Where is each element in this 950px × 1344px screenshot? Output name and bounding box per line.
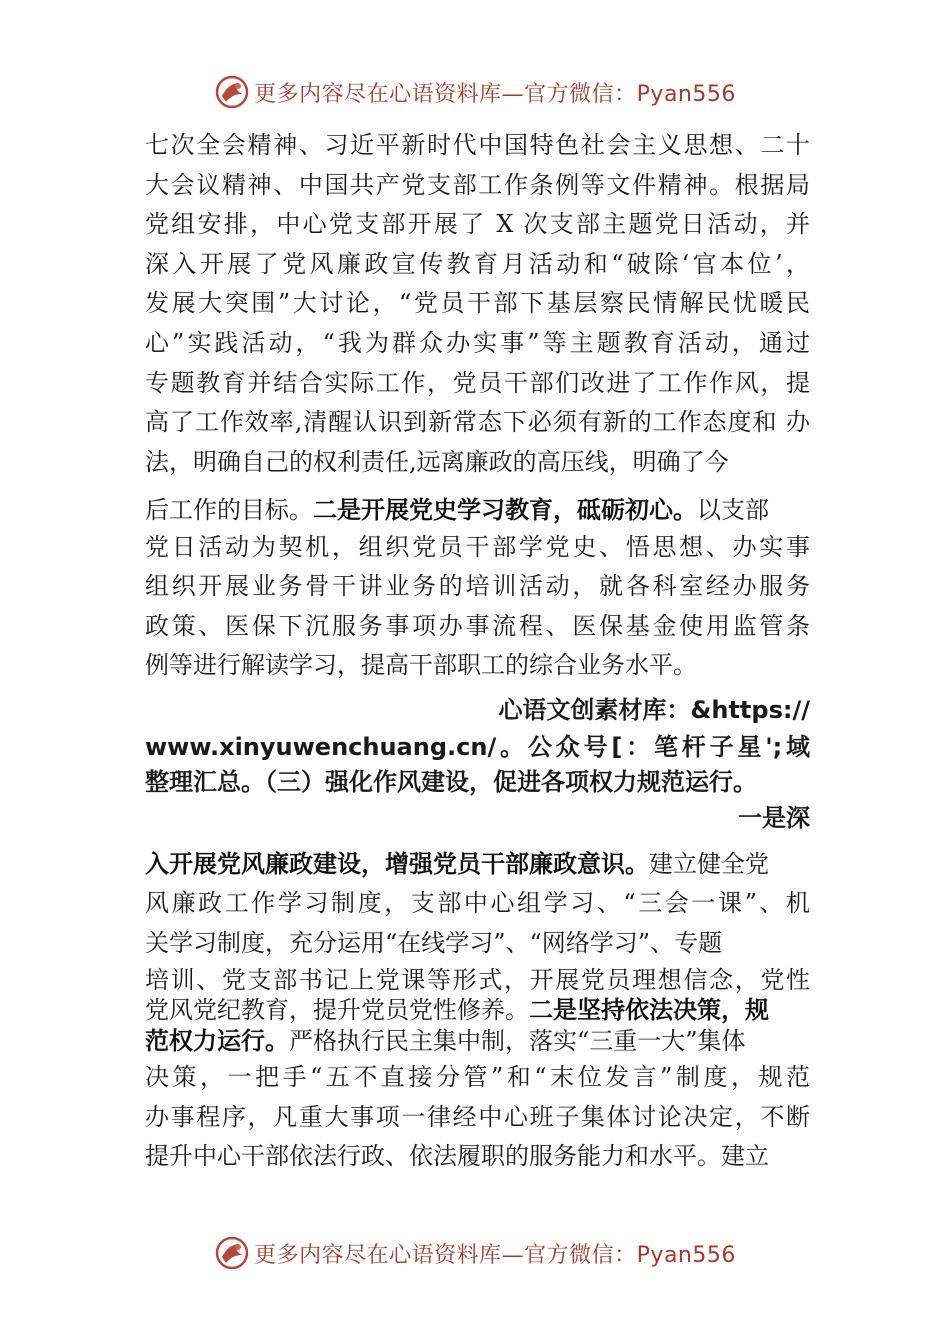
footer-watermark-text: 更多内容尽在心语资料库—官方微信：Pyan556 [254,1242,736,1268]
text-line-7: 专题教育并结合实际工作，党员干部们改进了工作作风，提 [145,369,810,397]
text-segment: 党风党纪教育，提升党员党性修养。 [145,996,529,1024]
text-line-12: 组织开展业务骨干讲业务的培训活动，就各科室经办服务 [145,572,810,600]
text-line-20: 风廉政工作学习制度，支部中心组学习、“三会一课”、机 [145,889,810,917]
text-line-27: 提升中心干部依法行政、依法履职的服务能力和水平。建立 [145,1142,769,1170]
text-line-24 [145,1024,810,1058]
bold-heading-lawful-decision: 二是坚持依法决策，规 [529,996,769,1024]
text-segment: 严格执行民主集中制，落实“三重一大”集体 [289,1027,746,1055]
section-heading-three: 整理汇总。（三）强化作风建设，促进各项权力规范运行。 [145,768,757,796]
text-line-25: 决策，一把手“五不直接分管”和“末位发言”制度，规范 [145,1063,810,1091]
text-line-22: 培训、党支部书记上党课等形式，开展党员理想信念，党性 [145,966,810,994]
text-line-9: 法，明确自己的权利责任,远离廉政的高压线，明确了今 [145,448,729,476]
bold-heading-integrity: 入开展党风廉政建设，增强党员干部廉政意识。 [145,850,649,878]
text-segment: 以支部 [697,496,769,524]
text-line-3: 党组安排，中心党支部开展了 X 次支部主题党日活动，并 [145,210,810,238]
text-line-10 [145,493,810,527]
source-url-line: www.xinyuwenchuang.cn/。公众号[：笔杆子星';域 [145,733,810,761]
footer-watermark [0,1233,950,1273]
text-line-1: 七次全会精神、习近平新时代中国特色社会主义思想、二十 [145,131,810,159]
text-line-13: 政策、医保下沉服务事项办事流程、医保基金使用监管条 [145,612,810,640]
text-line-19 [145,847,810,881]
text-line-5: 发展大突围”大讨论，“党员干部下基层察民情解民忧暖民 [145,289,810,317]
text-line-18: 一是深 [738,804,810,832]
source-link-line: 心语文创素材库：&https:// [498,696,810,724]
text-line-26: 办事程序，凡重大事项一律经中心班子集体讨论决定，不断 [145,1103,810,1131]
xinyu-logo-icon [214,1235,250,1271]
text-line-6: 心”实践活动，“我为群众办实事”等主题教育活动，通过 [145,329,810,357]
footer-wechat-id: Pyan556 [636,1242,736,1268]
text-line-23 [145,993,810,1027]
text-line-21: 关学习制度，充分运用“在线学习”、“网络学习”、专题 [145,929,723,957]
text-line-11: 党日活动为契机，组织党员干部学党史、悟思想、办实事 [145,533,810,561]
header-watermark [0,72,950,112]
text-segment: 后工作的目标。 [145,496,313,524]
text-line-8: 高了工作效率,清醒认识到新常态下必须有新的工作态度和 办 [145,408,810,436]
bold-heading-power-regulation: 范权力运行。 [145,1027,289,1055]
xinyu-logo-icon [214,74,250,110]
text-segment: 建立健全党 [649,850,769,878]
bold-heading-party-history: 二是开展党史学习教育，砥砺初心。 [313,496,697,524]
text-line-4: 深入开展了党风廉政宣传教育月活动和“破除‘官本位’， [145,250,810,278]
header-watermark-text: 更多内容尽在心语资料库—官方微信：Pyan556 [254,81,736,107]
text-line-14: 例等进行解读学习，提高干部职工的综合业务水平。 [145,651,697,679]
header-wechat-id: Pyan556 [636,81,736,107]
text-line-2: 大会议精神、中国共产党支部工作条例等文件精神。根据局 [145,171,810,199]
